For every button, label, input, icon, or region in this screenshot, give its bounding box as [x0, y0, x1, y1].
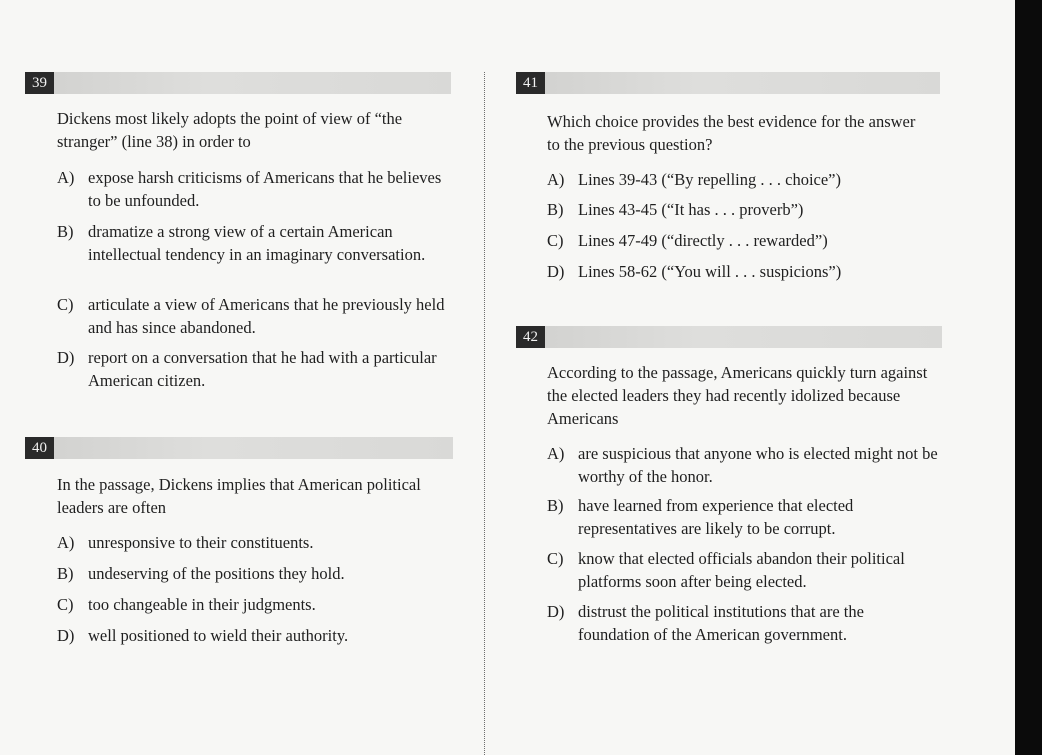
question-41-choice-b[interactable]	[547, 198, 947, 221]
scan-edge-shadow	[1015, 0, 1042, 755]
choice-text: report on a conversation that he had with a particular American citizen.	[88, 348, 437, 390]
question-40-stem: In the passage, Dickens implies that American political leaders are often	[57, 475, 421, 517]
choice-text: articulate a view of Americans that he previously held and has since abandoned.	[88, 295, 445, 337]
question-42-choice-b[interactable]	[547, 494, 922, 540]
choice-letter: B)	[57, 222, 74, 241]
choice-letter: B)	[547, 200, 564, 219]
choice-letter: A)	[547, 444, 565, 463]
choice-letter: D)	[57, 626, 75, 645]
choice-text: are suspicious that anyone who is elected might not be worthy of the honor.	[578, 444, 938, 486]
choice-letter: D)	[547, 262, 565, 281]
choice-letter: C)	[57, 595, 74, 614]
column-divider	[484, 72, 485, 755]
question-40-choice-d[interactable]	[57, 624, 457, 647]
question-41-choice-d[interactable]	[547, 260, 947, 283]
choice-letter: A)	[547, 170, 565, 189]
choice-letter: D)	[57, 348, 75, 367]
choice-letter: D)	[547, 602, 565, 621]
question-42-choice-a[interactable]	[547, 442, 942, 488]
choice-text: too changeable in their judgments.	[88, 595, 316, 614]
question-42-choice-d[interactable]	[547, 600, 922, 646]
question-42-header	[516, 326, 942, 348]
choice-text: expose harsh criticisms of Americans that he believes to be unfounded.	[88, 168, 442, 210]
choice-letter: C)	[547, 549, 564, 568]
question-39-header-bar	[47, 72, 451, 94]
question-40-header	[25, 437, 453, 459]
question-41-header	[516, 72, 940, 94]
question-40-choice-b[interactable]	[57, 562, 457, 585]
choice-text: Lines 39-43 (“By repelling . . . choice”)	[578, 170, 841, 189]
choice-text: distrust the political institutions that are the foundation of the American government.	[578, 602, 864, 644]
choice-text: Lines 58-62 (“You will . . . suspicions”)	[578, 262, 842, 281]
choice-letter: B)	[547, 496, 564, 515]
choice-text: Lines 47-49 (“directly . . . rewarded”)	[578, 231, 828, 250]
choice-text: well positioned to wield their authority.	[88, 626, 349, 645]
choice-text: dramatize a strong view of a certain American intellectual tendency in an imaginary conversation.	[88, 222, 426, 264]
question-42-choice-c[interactable]	[547, 547, 922, 593]
question-40-header-bar	[47, 437, 453, 459]
choice-letter: C)	[547, 231, 564, 250]
question-42-number: 42	[516, 326, 545, 348]
question-41-header-bar	[538, 72, 940, 94]
question-39-stem: Dickens most likely adopts the point of view of “the stranger” (line 38) in order to	[57, 109, 403, 151]
choice-letter: A)	[57, 168, 75, 187]
question-41-choice-a[interactable]	[547, 168, 947, 191]
question-39-choice-c[interactable]	[57, 293, 457, 339]
choice-text: undeserving of the positions they hold.	[88, 564, 345, 583]
question-39-number: 39	[25, 72, 54, 94]
question-42-stem: According to the passage, Americans quickly turn against the elected leaders they had recently idolized because Americans	[547, 363, 928, 428]
question-39-choice-b[interactable]	[57, 220, 452, 266]
choice-letter: C)	[57, 295, 74, 314]
question-39-header	[25, 72, 451, 94]
choice-text: Lines 43-45 (“It has . . . proverb”)	[578, 200, 804, 219]
question-41-stem: Which choice provides the best evidence for the answer to the previous question?	[547, 112, 916, 154]
choice-text: have learned from experience that elected representatives are likely to be corrupt.	[578, 496, 854, 538]
question-41-choice-c[interactable]	[547, 229, 947, 252]
question-40-choice-c[interactable]	[57, 593, 457, 616]
question-40-choice-a[interactable]	[57, 531, 457, 554]
choice-letter: B)	[57, 564, 74, 583]
question-42-header-bar	[538, 326, 942, 348]
question-39-choice-a[interactable]	[57, 166, 452, 212]
question-40-number: 40	[25, 437, 54, 459]
choice-text: know that elected officials abandon their political platforms soon after being elected.	[578, 549, 905, 591]
choice-text: unresponsive to their constituents.	[88, 533, 314, 552]
choice-letter: A)	[57, 533, 75, 552]
question-39-choice-d[interactable]	[57, 346, 452, 392]
question-41-number: 41	[516, 72, 545, 94]
